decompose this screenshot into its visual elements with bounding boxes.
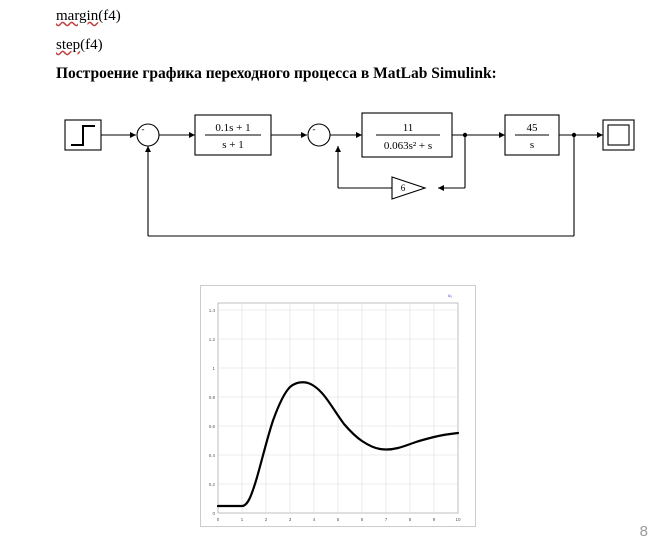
simulink-block-diagram bbox=[40, 105, 640, 275]
svg-text:9: 9 bbox=[432, 517, 436, 522]
sum1-minus-sign: - bbox=[141, 124, 145, 134]
svg-text:0: 0 bbox=[216, 517, 220, 522]
lead-denominator: s + 1 bbox=[222, 139, 244, 151]
svg-text:10: 10 bbox=[455, 517, 461, 522]
sum2-minus-sign: - bbox=[312, 124, 316, 134]
svg-text:5: 5 bbox=[336, 517, 340, 522]
lead-numerator: 0.1s + 1 bbox=[215, 122, 251, 134]
integrator-denominator: s bbox=[529, 139, 535, 151]
code-line-margin bbox=[56, 8, 121, 25]
svg-text:0: 0 bbox=[212, 511, 215, 516]
sum-junction-2 bbox=[308, 124, 330, 146]
svg-text:1: 1 bbox=[212, 366, 215, 371]
page-number: 8 bbox=[639, 523, 648, 540]
svg-text:1: 1 bbox=[240, 517, 244, 522]
svg-text:6: 6 bbox=[360, 517, 364, 522]
svg-text:0.4: 0.4 bbox=[208, 453, 215, 458]
step-response-plot bbox=[200, 285, 476, 527]
svg-text:0.6: 0.6 bbox=[208, 424, 215, 429]
feedback-gain-value: 6 bbox=[400, 183, 406, 193]
svg-text:3: 3 bbox=[288, 517, 292, 522]
code-function-arg: (f4) bbox=[80, 37, 103, 53]
svg-text:1.2: 1.2 bbox=[208, 337, 215, 342]
plant-denominator: 0.063s² + s bbox=[383, 140, 433, 152]
sum-junction-1 bbox=[137, 124, 159, 146]
feedback-gain-block bbox=[392, 177, 425, 199]
code-function-name: margin bbox=[56, 8, 99, 24]
svg-text:1.4: 1.4 bbox=[208, 308, 215, 313]
plot-legend-label: u₁ bbox=[447, 293, 452, 298]
code-line-step bbox=[56, 37, 103, 54]
integrator-numerator: 45 bbox=[526, 122, 538, 134]
svg-text:4: 4 bbox=[312, 517, 316, 522]
plant-numerator: 11 bbox=[402, 122, 414, 134]
svg-text:7: 7 bbox=[384, 517, 388, 522]
svg-text:8: 8 bbox=[408, 517, 412, 522]
code-function-name: step bbox=[56, 37, 81, 53]
svg-text:0.2: 0.2 bbox=[208, 482, 215, 487]
page-title: Построение графика переходного процесса в MatLab Simulink: bbox=[56, 65, 497, 82]
svg-text:0.8: 0.8 bbox=[208, 395, 215, 400]
svg-text:2: 2 bbox=[264, 517, 268, 522]
code-function-arg: (f4) bbox=[98, 8, 121, 24]
